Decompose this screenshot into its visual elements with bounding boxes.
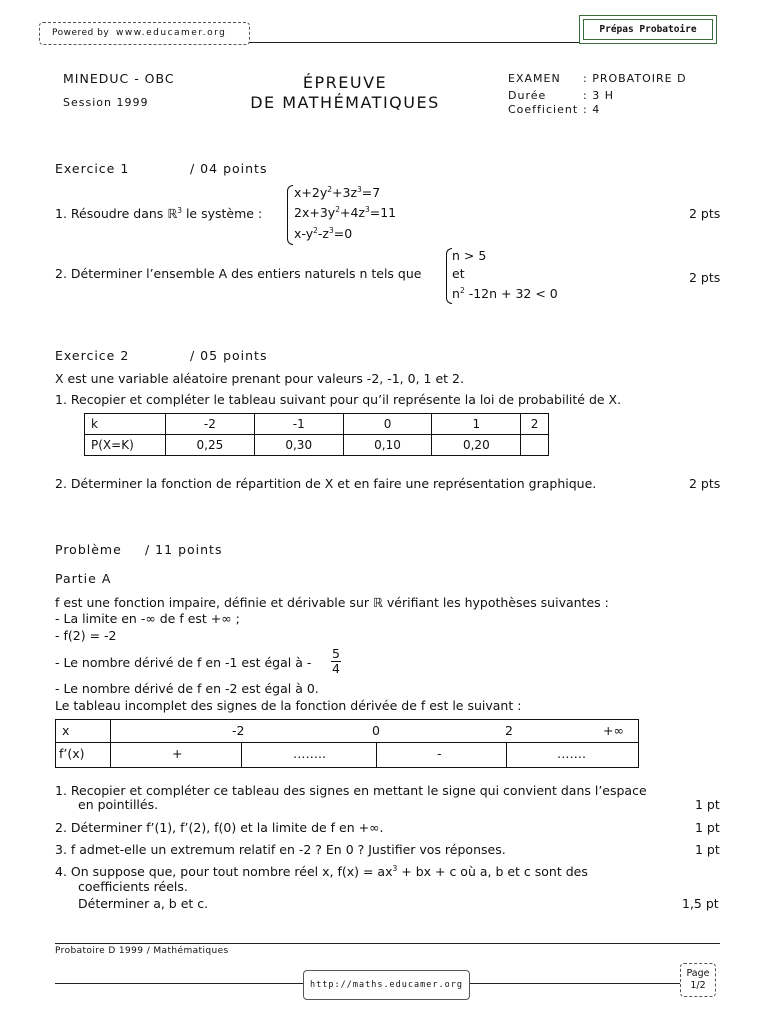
prob-q4-line3: Déterminer a, b et c. bbox=[78, 896, 209, 911]
sign-table-x-value: -2 bbox=[232, 723, 245, 738]
table-cell: 0 bbox=[343, 414, 432, 435]
session-label: Session 1999 bbox=[63, 96, 149, 109]
header-rule bbox=[249, 42, 579, 43]
ex2-q2: 2. Déterminer la fonction de répartition de X et en faire une représentation graphique. bbox=[55, 476, 597, 491]
duree-label: Durée bbox=[508, 89, 547, 102]
page-title-line2: DE MATHÉMATIQUES bbox=[250, 93, 440, 112]
real-set-symbol: ℝ$^3$ bbox=[167, 206, 182, 221]
powered-by-box bbox=[39, 22, 250, 45]
powered-by-label: Powered by bbox=[52, 28, 110, 38]
prob-q4-line2: coefficients réels. bbox=[78, 879, 188, 894]
hypothesis-4: - Le nombre dérivé de f en -2 est égal à 0. bbox=[55, 681, 319, 696]
sign-table-f-label: f’(x) bbox=[59, 746, 85, 761]
sign-table-x-value: +∞ bbox=[603, 723, 624, 738]
ex1-q2-points: 2 pts bbox=[689, 270, 721, 285]
ex1-q1-text: 1. Résoudre dans ℝ$^3$ le système : bbox=[55, 206, 263, 221]
prepas-badge-label: Prépas Probatoire bbox=[583, 19, 713, 40]
prob-q3-points: 1 pt bbox=[695, 842, 720, 857]
table-cell: 2 bbox=[521, 414, 549, 435]
footer-rule bbox=[55, 943, 720, 944]
sign-table-divider bbox=[241, 742, 242, 767]
ex2-intro: X est une variable aléatoire prenant pour valeurs -2, -1, 0, 1 et 2. bbox=[55, 371, 464, 386]
hypothesis-1: - La limite en -∞ de f est +∞ ; bbox=[55, 611, 240, 626]
ex2-title: Exercice 2 bbox=[55, 348, 130, 363]
exam-value: : PROBATOIRE D bbox=[583, 72, 687, 85]
table-cell: 1 bbox=[432, 414, 521, 435]
footer-left: Probatoire D 1999 / Mathématiques bbox=[55, 946, 229, 956]
ex2-points: / 05 points bbox=[190, 348, 268, 363]
system-eq-1: $x+2y^2+3z^3=7$ bbox=[294, 185, 381, 200]
prepas-badge bbox=[579, 15, 717, 44]
ex2-q1: 1. Recopier et compléter le tableau suivant pour qu’il représente la loi de probabilité de X. bbox=[55, 392, 622, 407]
sign-table-divider bbox=[506, 742, 507, 767]
page-title-line1: ÉPREUVE bbox=[302, 73, 388, 92]
ex1-title: Exercice 1 bbox=[55, 161, 130, 176]
coef-value: : 4 bbox=[583, 103, 601, 116]
condition-3: $n^2$ -12n + 32 < 0 bbox=[452, 286, 558, 301]
prob-intro: f est une fonction impaire, définie et dérivable sur ℝ vérifiant les hypothèses suivantes : bbox=[55, 595, 609, 610]
sign-table-f-value: + bbox=[172, 746, 183, 761]
table-row bbox=[85, 414, 549, 435]
duree-value: : 3 H bbox=[583, 89, 614, 102]
sign-table-x-value: 2 bbox=[505, 723, 513, 738]
table-cell: 0,25 bbox=[166, 435, 255, 456]
table-cell: -1 bbox=[254, 414, 343, 435]
system-eq-3: $x-y^2-z^3=0$ bbox=[294, 226, 353, 241]
real-set-symbol: ℝ bbox=[373, 595, 383, 610]
sign-table-f-value: …….. bbox=[293, 746, 326, 761]
prob-q1-line1: 1. Recopier et compléter ce tableau des signes en mettant le signe qui convient dans l’espace bbox=[55, 783, 647, 798]
sign-table-f-value: - bbox=[437, 746, 442, 761]
org-label: MINEDUC - OBC bbox=[63, 71, 175, 86]
prob-q3: 3. f admet-elle un extremum relatif en -2 ? En 0 ? Justifier vos réponses. bbox=[55, 842, 506, 857]
sign-table bbox=[55, 719, 639, 768]
footer-url[interactable]: http://maths.educamer.org bbox=[303, 970, 470, 1000]
table-cell: 0,30 bbox=[254, 435, 343, 456]
prob-q2-points: 1 pt bbox=[695, 820, 720, 835]
prob-q4-line1: 4. On suppose que, pour tout nombre réel x, $f(x) = ax^3$ + bx + c où a, b et c sont des bbox=[55, 864, 588, 879]
prob-q1-line2: en pointillés. bbox=[78, 797, 159, 812]
prob-q1-points: 1 pt bbox=[695, 797, 720, 812]
coef-label: Coefficient bbox=[508, 103, 579, 116]
page-label: Page bbox=[686, 968, 710, 979]
prob-points: / 11 points bbox=[145, 542, 223, 557]
page-indicator bbox=[680, 963, 716, 997]
prob-title: Problème bbox=[55, 542, 122, 557]
ex1-q1-points: 2 pts bbox=[689, 206, 721, 221]
table-cell: k bbox=[85, 414, 166, 435]
page-number: 1/2 bbox=[690, 980, 706, 991]
sign-table-x-value: 0 bbox=[372, 723, 380, 738]
condition-1: n > 5 bbox=[452, 248, 487, 263]
exam-label: EXAMEN bbox=[508, 72, 561, 85]
sign-table-intro: Le tableau incomplet des signes de la fonction dérivée de f est le suivant : bbox=[55, 698, 522, 713]
partA-title: Partie A bbox=[55, 571, 112, 586]
ex1-points: / 04 points bbox=[190, 161, 268, 176]
table-cell: 0,20 bbox=[432, 435, 521, 456]
ex2-q2-points: 2 pts bbox=[689, 476, 721, 491]
fraction-5-4: $\frac{5}{4}$ bbox=[332, 646, 340, 676]
site-link[interactable]: www.educamer.org bbox=[116, 28, 227, 38]
condition-2: et bbox=[452, 266, 465, 281]
ex1-q2-text: 2. Déterminer l’ensemble A des entiers naturels n tels que bbox=[55, 266, 422, 281]
sign-table-x-label: x bbox=[62, 723, 70, 738]
prob-q4-points: 1,5 pt bbox=[682, 896, 719, 911]
sign-table-divider bbox=[56, 742, 638, 743]
probability-table bbox=[84, 413, 549, 456]
hypothesis-2: - f(2) = -2 bbox=[55, 628, 117, 643]
hypothesis-3: - Le nombre dérivé de f en -1 est égal à - bbox=[55, 655, 312, 670]
sign-table-f-value: ……. bbox=[557, 746, 586, 761]
table-cell bbox=[521, 435, 549, 456]
table-cell: 0,10 bbox=[343, 435, 432, 456]
prob-q2: 2. Déterminer f’(1), f’(2), f(0) et la limite de f en +∞. bbox=[55, 820, 384, 835]
table-row bbox=[85, 435, 549, 456]
sign-table-divider bbox=[376, 742, 377, 767]
system-brace bbox=[287, 185, 293, 245]
table-cell: -2 bbox=[166, 414, 255, 435]
sign-table-divider bbox=[110, 720, 111, 767]
system-eq-2: $2x+3y^2+4z^3=11$ bbox=[294, 205, 397, 220]
table-cell: P(X=K) bbox=[85, 435, 166, 456]
